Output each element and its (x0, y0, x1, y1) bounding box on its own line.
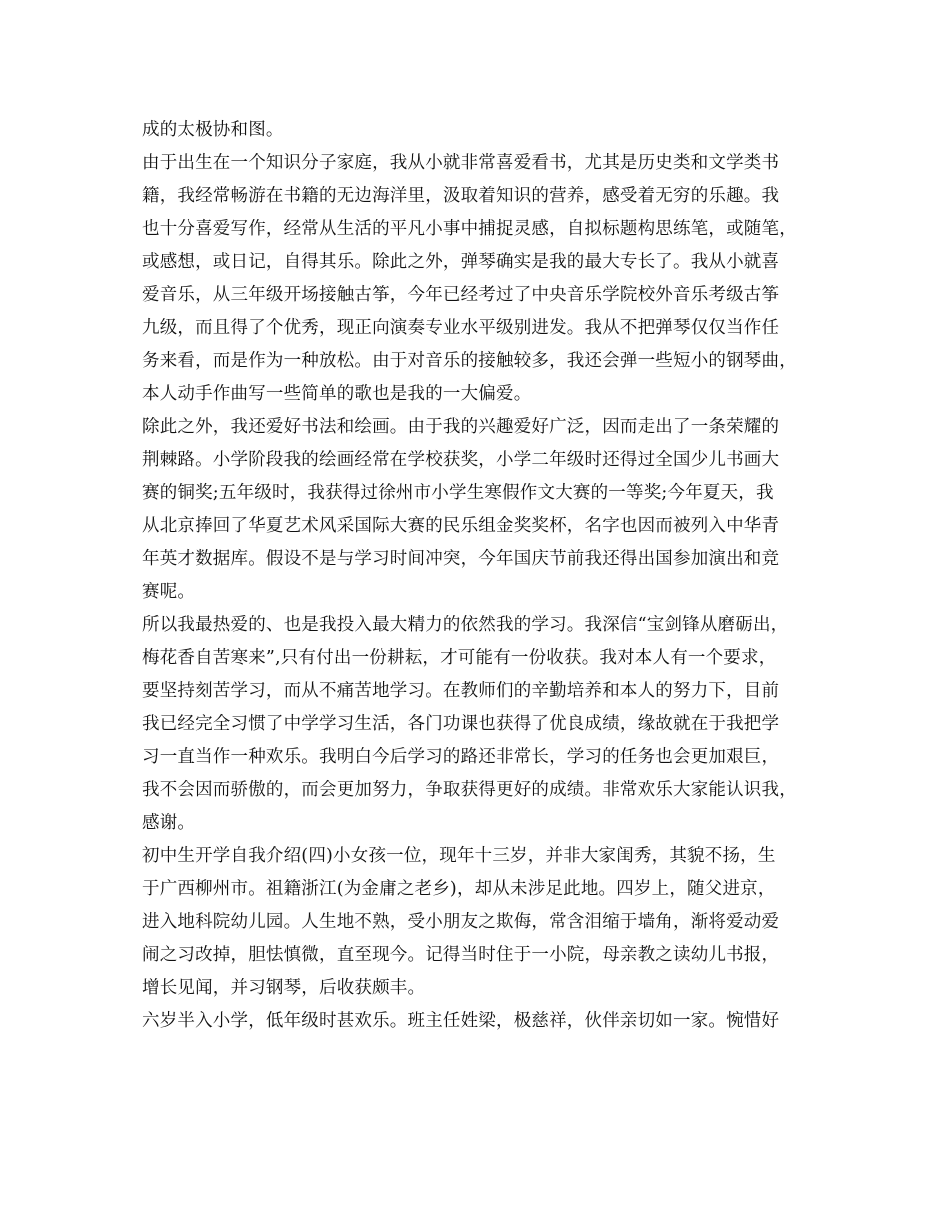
text-line: 除此之外，我还爱好书法和绘画。由于我的兴趣爱好广泛，因而走出了一条荣耀的 (142, 417, 780, 437)
text-line: 年英才数据库。假设不是与学习时间冲突，今年国庆节前我还得出国参加演出和竞 (142, 549, 780, 569)
text-line: 也十分喜爱写作，经常从生活的平凡小事中捕捉灵感，自拟标题构思练笔，或随笔， (142, 219, 797, 239)
text-line: 增长见闻，并习钢琴，后收获颇丰。 (142, 978, 426, 998)
text-line: 或感想，或日记，自得其乐。除此之外，弹琴确实是我的最大专长了。我从小就喜 (142, 252, 780, 272)
text-line: 爱音乐，从三年级开场接触古筝，今年已经考过了中央音乐学院校外音乐考级古筝 (142, 285, 780, 305)
text-line: 籍，我经常畅游在书籍的无边海洋里，汲取着知识的营养，感受着无穷的乐趣。我 (142, 186, 780, 206)
text-line: 赛呢。 (142, 582, 196, 602)
text-line: 赛的铜奖;五年级时，我获得过徐州市小学生寒假作文大赛的一等奖;今年夏天，我 (142, 483, 774, 503)
text-line: 我不会因而骄傲的，而会更加努力，争取获得更好的成绩。非常欢乐大家能认识我， (142, 780, 797, 800)
text-line: 我已经完全习惯了中学学习生活，各门功课也获得了优良成绩，缘故就在于我把学 (142, 714, 780, 734)
text-line: 于广西柳州市。祖籍浙江(为金庸之老乡)，却从未涉足此地。四岁上，随父进京， (142, 879, 776, 899)
text-line: 习一直当作一种欢乐。我明白今后学习的路还非常长，学习的任务也会更加艰巨， (142, 747, 780, 767)
text-line: 从北京捧回了华夏艺术风采国际大赛的民乐组金奖奖杯，名字也因而被列入中华青 (142, 516, 780, 536)
text-line: 由于出生在一个知识分子家庭，我从小就非常喜爱看书，尤其是历史类和文学类书 (142, 153, 780, 173)
text-line: 成的太极协和图。 (142, 120, 284, 140)
text-line: 本人动手作曲写一些简单的歌也是我的一大偏爱。 (142, 384, 532, 404)
text-line: 感谢。 (142, 813, 196, 833)
text-line: 荆棘路。小学阶段我的绘画经常在学校获奖，小学二年级时还得过全国少儿书画大 (142, 450, 780, 470)
text-line: 务来看，而是作为一种放松。由于对音乐的接触较多，我还会弹一些短小的钢琴曲， (142, 351, 797, 371)
document-body (142, 114, 822, 1038)
text-line: 要坚持刻苦学习，而从不痛苦地学习。在教师们的辛勤培养和本人的努力下，目前 (142, 681, 780, 701)
text-line: 所以我最热爱的、也是我投入最大精力的依然我的学习。我深信“宝剑锋从磨砺出， (142, 615, 789, 635)
text-line: 初中生开学自我介绍(四)小女孩一位，现年十三岁，并非大家闺秀，其貌不扬，生 (142, 846, 776, 866)
text-line: 梅花香自苦寒来”,只有付出一份耕耘，才可能有一份收获。我对本人有一个要求， (142, 648, 777, 668)
text-line: 六岁半入小学，低年级时甚欢乐。班主任姓梁，极慈祥，伙伴亲切如一家。惋惜好 (142, 1011, 780, 1031)
text-line: 九级，而且得了个优秀，现正向演奏专业水平级别进发。我从不把弹琴仅仅当作任 (142, 318, 780, 338)
text-line: 进入地科院幼儿园。人生地不熟，受小朋友之欺侮，常含泪缩于墙角，渐将爱动爱 (142, 912, 780, 932)
text-line: 闹之习改掉，胆怯慎微，直至现今。记得当时住于一小院，母亲教之读幼儿书报， (142, 945, 780, 965)
